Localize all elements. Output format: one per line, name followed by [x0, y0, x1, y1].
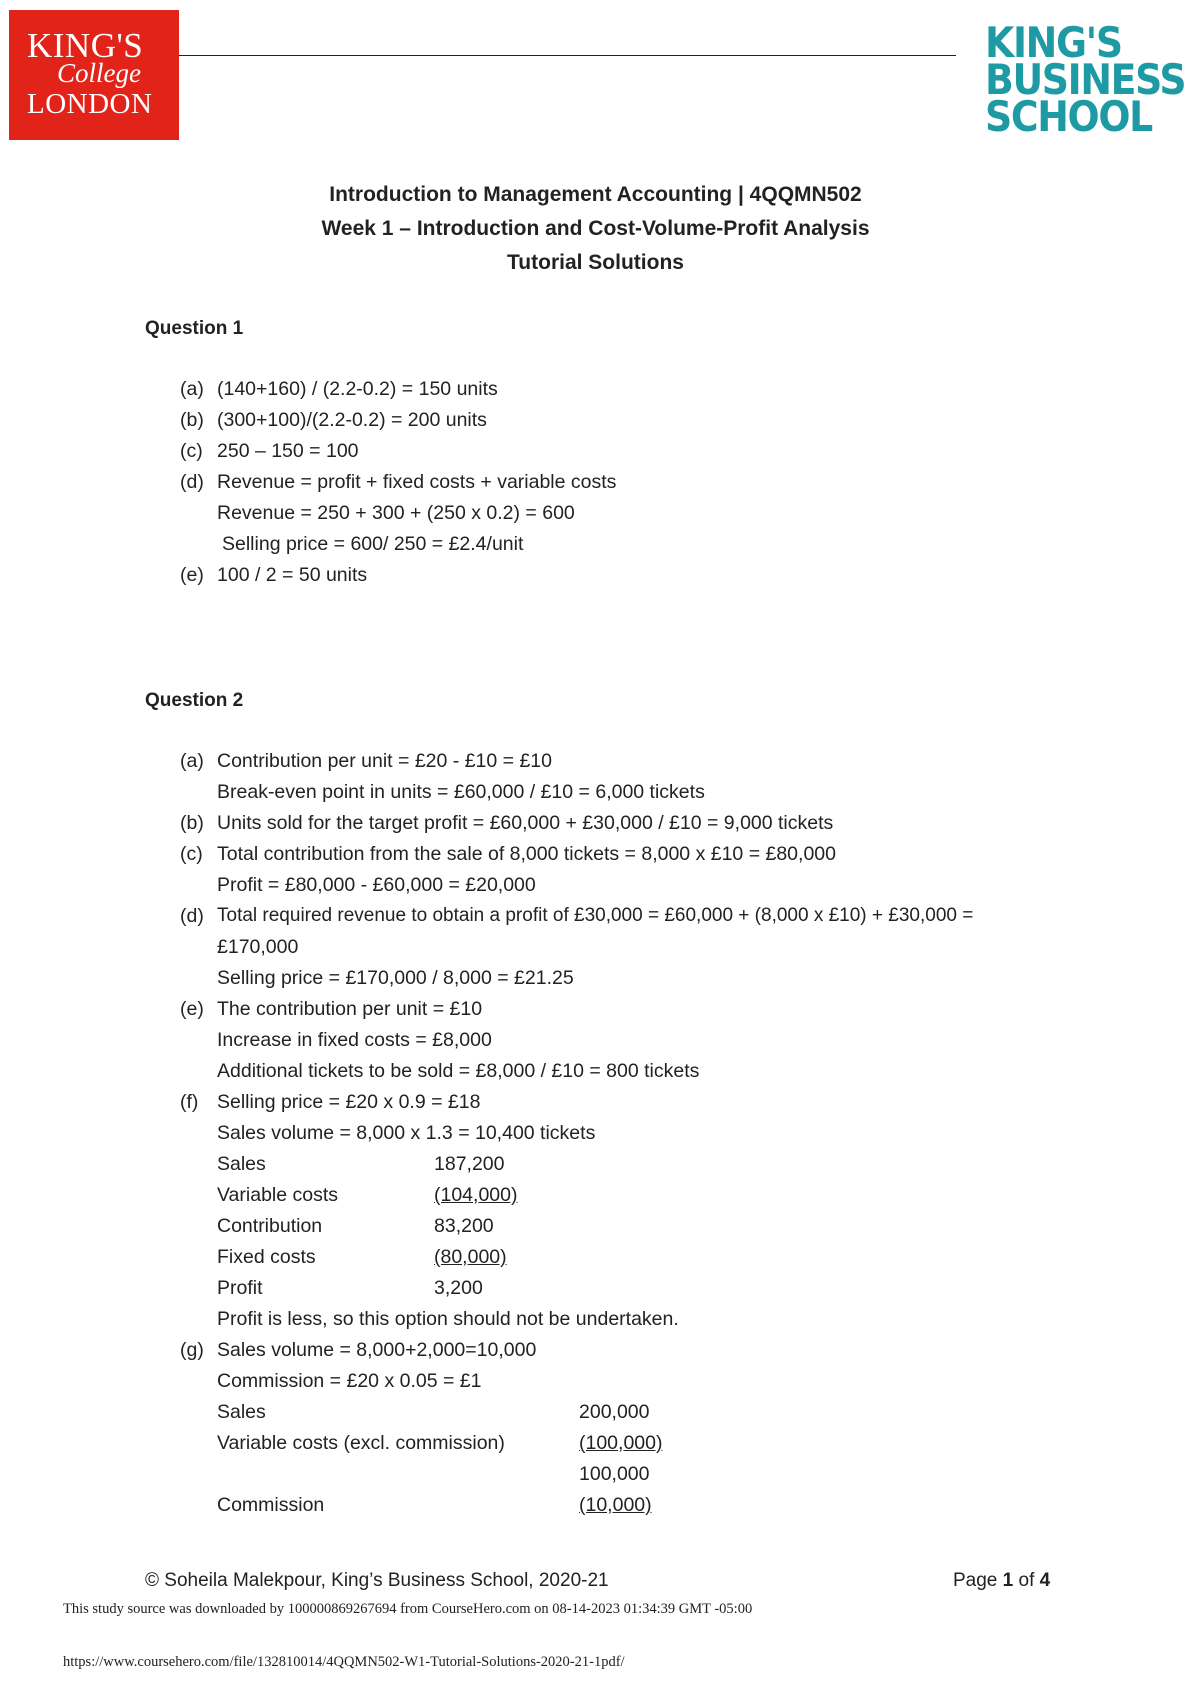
- page-total: 4: [1039, 1570, 1051, 1591]
- title-tutorial: Tutorial Solutions: [507, 251, 684, 274]
- page-number: 1: [1002, 1570, 1014, 1591]
- q2-f-text-2: Sales volume = 8,000 x 1.3 = 10,400 tickets: [217, 1122, 596, 1144]
- g-row-value: 100,000: [579, 1463, 650, 1485]
- footer-copyright: © Soheila Malekpour, King’s Business School, 2020-21: [145, 1570, 609, 1591]
- q1-d-text-1: Revenue = profit + fixed costs + variable costs: [217, 471, 617, 493]
- g-row-label: Commission: [217, 1494, 325, 1516]
- q2-g-text-2: Commission = £20 x 0.05 = £1: [217, 1370, 482, 1392]
- q2-label-g: (g): [180, 1339, 204, 1361]
- page-word: Page: [953, 1570, 998, 1591]
- document-title: [0, 178, 1191, 280]
- q2-e-text-3: Additional tickets to be sold = £8,000 / £10 = 800 tickets: [217, 1060, 700, 1082]
- g-row-label: Variable costs (excl. commission): [217, 1432, 505, 1454]
- q1-label-e: (e): [180, 564, 204, 586]
- f-row-value: 83,200: [434, 1215, 494, 1237]
- f-row-label: Sales: [217, 1153, 266, 1175]
- q1-d-text-2: Revenue = 250 + 300 + (250 x 0.2) = 600: [217, 502, 575, 524]
- q2-label-b: (b): [180, 812, 204, 834]
- f-row-label: Profit: [217, 1277, 263, 1299]
- q1-label-c: (c): [180, 440, 203, 462]
- q2-g-text-1: Sales volume = 8,000+2,000=10,000: [217, 1339, 537, 1361]
- q2-label-a: (a): [180, 750, 204, 772]
- kings-business-school-logo: [985, 18, 1186, 141]
- q2-label-d: (d): [180, 905, 204, 927]
- f-row-value: 3,200: [434, 1277, 483, 1299]
- q2-c-text-1: Total contribution from the sale of 8,000 tickets = 8,000 x £10 = £80,000: [217, 843, 836, 865]
- question-1-heading: Question 1: [145, 318, 244, 339]
- question-2-heading: Question 2: [145, 690, 244, 711]
- g-row-value: (100,000): [579, 1432, 663, 1454]
- page-indicator: [953, 1570, 1050, 1592]
- q2-label-f: (f): [180, 1091, 199, 1113]
- of-word: of: [1018, 1570, 1035, 1591]
- title-week: Week 1 – Introduction and Cost-Volume-Profit Analysis: [321, 217, 870, 240]
- q2-d-text-1: Total required revenue to obtain a profit of £30,000 = £60,000 + (8,000 x £10) + £30,000 =: [217, 905, 974, 926]
- q1-c-text: 250 – 150 = 100: [217, 440, 359, 462]
- f-row-value: (104,000): [434, 1184, 518, 1206]
- q2-d-text-2: £170,000: [217, 936, 299, 958]
- download-source-notice: This study source was downloaded by 100000869267694 from CourseHero.com on 08-14-2023 01:34:39 GMT -05:00: [63, 1601, 753, 1617]
- q2-f-conclusion: Profit is less, so this option should not be undertaken.: [217, 1308, 679, 1330]
- kbs-logo-line-1: KING'S: [985, 18, 1122, 67]
- f-row-label: Contribution: [217, 1215, 323, 1237]
- q2-label-c: (c): [180, 843, 203, 865]
- q2-f-text-1: Selling price = £20 x 0.9 = £18: [217, 1091, 481, 1113]
- f-row-value: (80,000): [434, 1246, 507, 1268]
- q2-d-text-3: Selling price = £170,000 / 8,000 = £21.25: [217, 967, 574, 989]
- kcl-logo-line-2: College: [57, 58, 141, 88]
- f-row-label: Variable costs: [217, 1184, 339, 1206]
- q1-d-text-3: Selling price = 600/ 250 = £2.4/unit: [222, 533, 524, 555]
- q2-a-text-1: Contribution per unit = £20 - £10 = £10: [217, 750, 552, 772]
- g-row-label: Sales: [217, 1401, 266, 1423]
- q2-c-text-2: Profit = £80,000 - £60,000 = £20,000: [217, 874, 536, 896]
- q1-b-text: (300+100)/(2.2-0.2) = 200 units: [217, 409, 487, 431]
- kcl-logo-line-1: KING'S: [27, 26, 144, 65]
- q1-a-text: (140+160) / (2.2-0.2) = 150 units: [217, 378, 498, 400]
- q1-label-b: (b): [180, 409, 204, 431]
- kbs-logo-line-3: SCHOOL: [985, 92, 1152, 141]
- q2-e-text-2: Increase in fixed costs = £8,000: [217, 1029, 492, 1051]
- title-course: Introduction to Management Accounting | 4QQMN502: [329, 183, 862, 206]
- header-rule: [179, 55, 956, 56]
- q2-b-text: Units sold for the target profit = £60,000 + £30,000 / £10 = 9,000 tickets: [217, 812, 834, 834]
- source-url[interactable]: https://www.coursehero.com/file/132810014/4QQMN502-W1-Tutorial-Solutions-2020-21-1pdf/: [63, 1654, 625, 1670]
- kcl-logo-line-3: LONDON: [27, 88, 153, 120]
- q1-label-d: (d): [180, 471, 204, 493]
- q1-label-a: (a): [180, 378, 204, 400]
- g-row-value: 200,000: [579, 1401, 650, 1423]
- kings-college-london-logo: [9, 10, 179, 140]
- q2-a-text-2: Break-even point in units = £60,000 / £10 = 6,000 tickets: [217, 781, 705, 803]
- g-row-value: (10,000): [579, 1494, 652, 1516]
- q1-e-text: 100 / 2 = 50 units: [217, 564, 368, 586]
- f-row-label: Fixed costs: [217, 1246, 316, 1268]
- f-row-value: 187,200: [434, 1153, 505, 1175]
- q2-label-e: (e): [180, 998, 204, 1020]
- kbs-logo-line-2: BUSINESS: [985, 55, 1186, 104]
- q2-e-text-1: The contribution per unit = £10: [217, 998, 483, 1020]
